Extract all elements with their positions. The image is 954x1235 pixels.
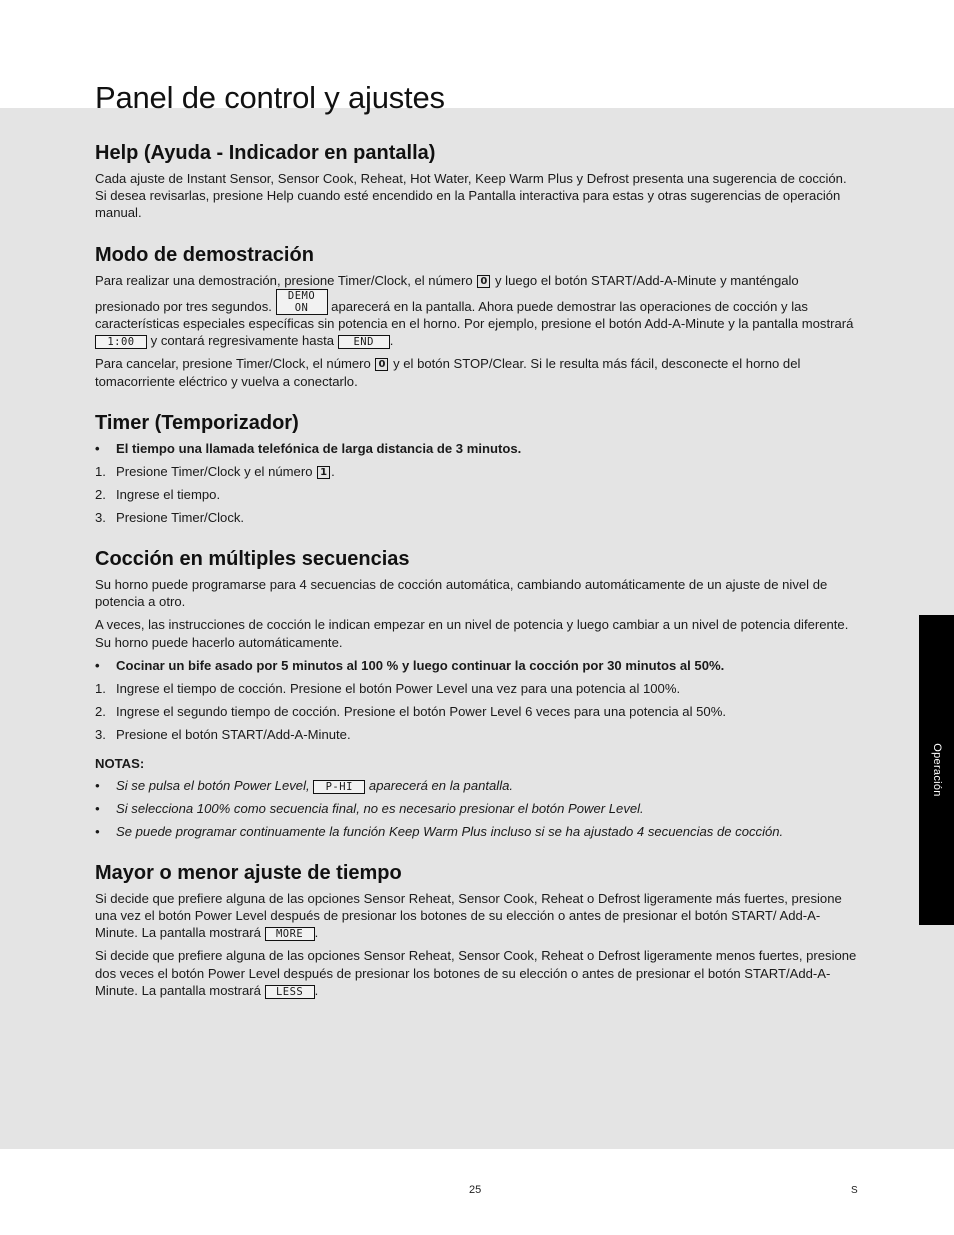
demo-text: aparecerá en la pantalla. Ahora puede demostrar las operaciones de cocción y las características especiales específicas sin potencia en el horno. Por ejemplo, presione el botón Add-A-Minute y la pantalla mostrará	[95, 298, 854, 332]
step-number: 2.	[95, 486, 106, 502]
page-title: Panel de control y ajustes	[95, 80, 445, 115]
adjust-text: Si decide que prefiere alguna de las opciones Sensor Reheat, Sensor Cook, Reheat o Defrost ligeramente más fuertes, presione una vez el botón Power Level después de presionar los botones de su elección o antes de presionar el botón START/ Add-A-Minute. La pantalla mostrará	[95, 890, 842, 941]
step-text: Ingrese el segundo tiempo de cocción. Presione el botón Power Level 6 veces para una potencia al 50%.	[116, 703, 726, 719]
note-text: Si se pulsa el botón Power Level,	[116, 778, 310, 794]
notes-title: NOTAS:	[95, 756, 145, 772]
lcd-less: LESS	[265, 985, 315, 999]
step-text: Ingrese el tiempo.	[116, 486, 221, 502]
side-tab-operacion	[919, 615, 954, 925]
list-item	[95, 463, 859, 480]
multi-steps	[95, 680, 859, 743]
help-body: Cada ajuste de Instant Sensor, Sensor Cook, Reheat, Hot Water, Keep Warm Plus y Defrost presenta una sugerencia de cocción. Si desea revisarlas, presione Help cuando esté encendido en la Pantalla interactiva para estas y otras sugerencias de operación manual.	[95, 171, 847, 221]
demo-text: y luego el botón START/Add-A-Minute y manténgalo presionado por tres segundos.	[95, 272, 799, 314]
adjust-text: .	[314, 925, 319, 941]
demo-heading: Modo de demostración	[95, 243, 314, 266]
step-number: 3.	[95, 509, 106, 525]
lcd-p-hi: P-HI	[313, 780, 365, 794]
timer-heading: Timer (Temporizador)	[95, 411, 299, 434]
section-demo	[95, 242, 859, 390]
list-item	[95, 509, 859, 526]
step-text: Presione Timer/Clock y el número	[116, 463, 313, 479]
demo-text: y contará regresivamente hasta	[150, 333, 335, 349]
timer-bullet: • El tiempo una llamada telefónica de larga distancia de 3 minutos.	[95, 440, 859, 457]
lcd-more: MORE	[265, 927, 315, 941]
timer-bullet-list	[95, 440, 859, 457]
lcd-one-minute: 1:00	[95, 335, 147, 349]
list-item: • Si selecciona 100% como secuencia final, no es necesario presionar el botón Power Level.	[95, 800, 859, 817]
side-tab-label: Operación	[930, 743, 943, 797]
adjust-text: Si decide que prefiere alguna de las opciones Sensor Reheat, Sensor Cook, Reheat o Defrost ligeramente menos fuertes, presione dos veces el botón Power Level después de presionar los botones de su elección o antes de presionar el botón START/Add-A-Minute. La pantalla mostrará	[95, 948, 857, 998]
content-area	[95, 140, 859, 1019]
section-multi-sequence	[95, 546, 859, 840]
page-number: 25	[469, 1184, 482, 1196]
multi-paragraph-1: Su horno puede programarse para 4 secuencias de cocción automática, cambiando automáticamente de un ajuste de nivel de potencia a otro.	[95, 577, 828, 610]
list-item	[95, 486, 859, 503]
step-text: .	[331, 463, 335, 479]
demo-paragraph-2	[95, 355, 859, 389]
page-code: S	[851, 1185, 858, 1196]
step-text: Ingrese el tiempo de cocción. Presione el botón Power Level una vez para una potencia al 100%.	[116, 680, 681, 696]
lcd-end: END	[338, 335, 390, 349]
demo-text: y el botón STOP/Clear. Si le resulta más fácil, desconecte el horno del tomacorriente eléctrico y vuelva a conectarlo.	[95, 356, 801, 389]
list-item: • Se puede programar continuamente la función Keep Warm Plus incluso si se ha ajustado 4 secuencias de cocción.	[95, 823, 859, 840]
note-text: aparecerá en la pantalla.	[368, 778, 514, 794]
lcd-demo-on: DEMO ON	[276, 289, 328, 315]
adjust-paragraph-2	[95, 947, 859, 999]
key-zero-icon: 0	[477, 275, 490, 288]
key-one-icon: 1	[317, 466, 330, 479]
step-number: 2.	[95, 703, 106, 719]
list-item	[95, 726, 859, 743]
multi-bullet: • Cocinar un bife asado por 5 minutos al 100 % y luego continuar la cocción por 30 minutos al 50%.	[95, 657, 859, 674]
adjust-text: .	[314, 982, 319, 998]
step-text: Presione el botón START/Add-A-Minute.	[116, 726, 351, 742]
help-heading: Help (Ayuda - Indicador en pantalla)	[95, 142, 436, 164]
multi-bullet-list	[95, 657, 859, 674]
notes-list	[95, 777, 859, 840]
multi-paragraph-2: A veces, las instrucciones de cocción le indican empezar en un nivel de potencia y luego cambiar a un nivel de potencia diferente. Su horno puede hacerlo automáticamente.	[95, 617, 849, 650]
demo-paragraph-1	[95, 272, 859, 350]
key-zero-icon: 0	[375, 358, 388, 371]
list-item	[95, 703, 859, 720]
section-adjust-time	[95, 860, 859, 999]
adjust-heading: Mayor o menor ajuste de tiempo	[95, 861, 402, 884]
step-number: 1.	[95, 463, 106, 479]
list-item	[95, 777, 859, 794]
demo-text: .	[389, 333, 394, 349]
section-help	[95, 140, 859, 222]
step-number: 3.	[95, 726, 106, 742]
step-text: Presione Timer/Clock.	[116, 509, 245, 525]
list-item	[95, 680, 859, 697]
adjust-paragraph-1	[95, 890, 859, 942]
step-number: 1.	[95, 680, 106, 696]
demo-text: Para realizar una demostración, presione Timer/Clock, el número	[95, 272, 473, 288]
section-timer	[95, 410, 859, 526]
timer-steps	[95, 463, 859, 526]
demo-text: Para cancelar, presione Timer/Clock, el número	[95, 356, 371, 372]
multi-heading: Cocción en múltiples secuencias	[95, 548, 410, 571]
